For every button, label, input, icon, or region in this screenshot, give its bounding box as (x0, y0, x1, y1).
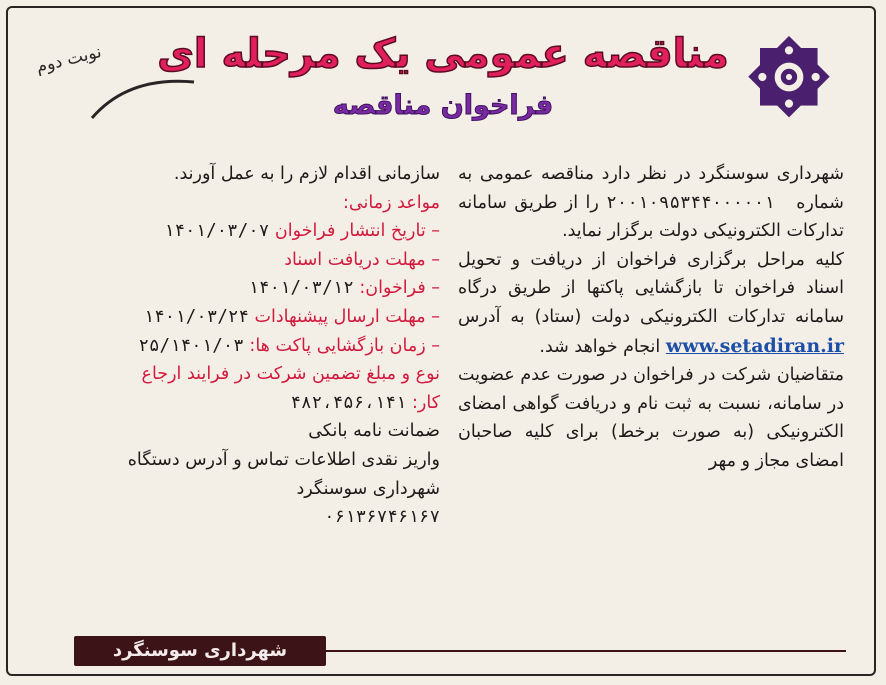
ad-title: مناقصه عمومی یک مرحله ای (157, 31, 729, 77)
submit-deadline-label: – مهلت ارسال پیشنهادات (254, 306, 440, 327)
ad-subtitle: فراخوان مناقصه (332, 90, 554, 121)
opening-date: ۲۵/۱۴۰۱/۰۳ (138, 335, 244, 356)
opening-time-label: – زمان بازگشایی پاکت ها: (249, 335, 440, 356)
municipality-emblem-icon (748, 36, 830, 118)
registration-text: متقاضیان شرکت در فراخوان در صورت عدم عضویت در سامانه، نسبت به ثبت نام و دریافت گواهی امضای الکترونیکی (به صورت برخط) برای کلیه صاحبان امضای مجاز و مهر (458, 365, 844, 471)
submit-deadline-date: ۱۴۰۱/۰۳/۲۴ (143, 306, 249, 327)
text-column-left (44, 160, 440, 532)
docs-deadline-label-2: – فراخوان: (359, 278, 440, 299)
guarantee-amount: ۴۸۲،۴۵۶،۱۴۱ (290, 392, 407, 413)
footer-label: شهرداری سوسنگرد (74, 636, 326, 666)
contact-organization: شهرداری سوسنگرد (296, 478, 440, 499)
intro-rest-text: را از طریق سامانه تدارکات الکترونیکی دولت برگزار نماید. (458, 192, 844, 242)
round-curve-decoration (88, 72, 198, 122)
text-column-right (458, 160, 844, 476)
docs-deadline-label: – مهلت دریافت اسناد (284, 249, 440, 270)
guarantee-label-2: کار: (411, 392, 440, 413)
contact-phone: ۰۶۱۳۶۷۴۶۱۶۷ (324, 507, 440, 528)
schedule-heading: مواعد زمانی: (343, 192, 440, 213)
publish-label: – تاریخ انتشار فراخوان (274, 221, 440, 242)
continuation-text: سازمانی اقدام لازم را به عمل آورند. (173, 164, 440, 184)
footer-divider (326, 650, 846, 652)
publish-date: ۱۴۰۱/۰۳/۰۷ (163, 221, 270, 242)
process-end-text: انجام خواهد شد. (539, 336, 661, 357)
guarantee-label: نوع و مبلغ تضمین شرکت در فرایند ارجاع (141, 364, 440, 385)
guarantee-type: ضمانت نامه بانکی (308, 421, 440, 442)
docs-deadline-date: ۱۴۰۱/۰۳/۱۲ (248, 278, 354, 299)
process-text: کلیه مراحل برگزاری فراخوان از دریافت و تحویل اسناد فراخوان تا بازگشایی پاکتها از طریق درگاه سامانه تدارکات الکترونیکی دولت (ستاد) به آدرس (458, 249, 844, 327)
round-note: نوبت دوم (34, 41, 104, 78)
setad-url-link[interactable]: www.setadiran.ir (665, 334, 844, 357)
tender-number: ۲۰۰۱۰۹۵۳۴۴۰۰۰۰۰۱ (606, 192, 775, 213)
intro-text: شهرداری سوسنگرد در نظر دارد مناقصه عمومی به شماره (458, 164, 844, 213)
guarantee-type-2: واریز نقدی اطلاعات تماس و آدرس دستگاه (127, 449, 440, 470)
